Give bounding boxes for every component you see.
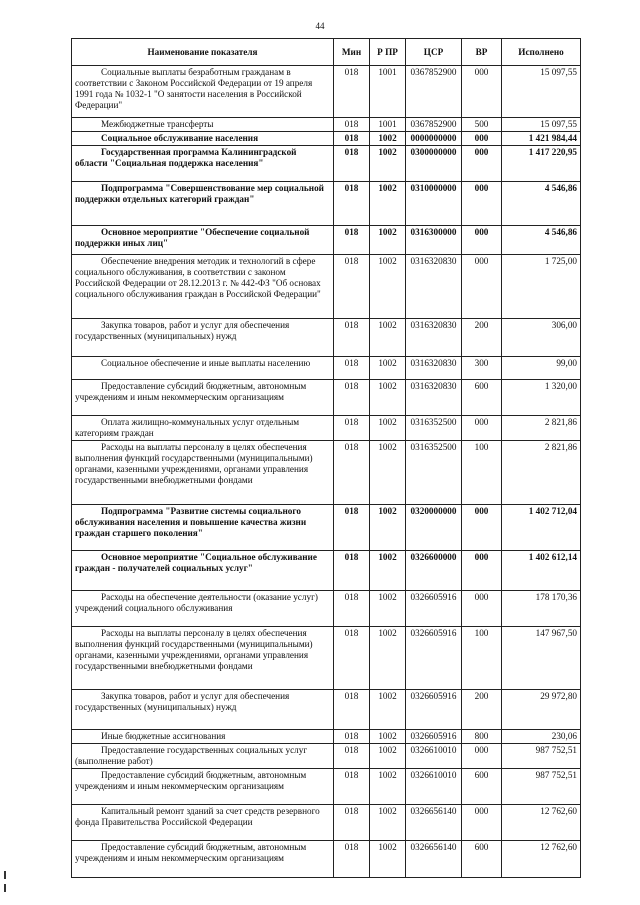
min-cell: 018 [334,182,370,226]
vr-cell: 000 [462,226,502,255]
vr-cell: 000 [462,805,502,841]
table-row [72,441,581,505]
indicator-name: Иные бюджетные ассигнования [101,731,226,741]
indicator-name: Обеспечение внедрения методик и технологий в сфере социального обслуживания, в соответствии с законом Российской Федерации от 28.12.2013 г. № 442-ФЗ "Об основах социального обслуживания граждан в Российской Федерации" [75,256,321,299]
table-row [72,744,581,769]
name-cell [72,357,334,380]
table-row [72,226,581,255]
amount-cell: 15 097,55 [502,118,581,132]
amount-cell: 2 821,86 [502,441,581,505]
indicator-name: Расходы на выплаты персоналу в целях обеспечения выполнения функций государственными (муниципальными) органами, казенными учреждениями, органами управления государственными внебюджетными фондами [75,442,313,485]
amount-cell: 29 972,80 [502,690,581,730]
amount-cell: 4 546,86 [502,182,581,226]
rpr-cell: 1002 [370,744,406,769]
vr-cell: 000 [462,132,502,146]
rpr-cell: 1002 [370,226,406,255]
vr-cell: 600 [462,769,502,805]
min-cell: 018 [334,255,370,319]
min-cell: 018 [334,805,370,841]
rpr-cell: 1002 [370,132,406,146]
min-cell: 018 [334,357,370,380]
vr-cell: 800 [462,730,502,744]
header-vr: ВР [462,39,502,66]
rpr-cell: 1002 [370,805,406,841]
name-cell [72,744,334,769]
min-cell: 018 [334,769,370,805]
amount-cell: 4 546,86 [502,226,581,255]
vr-cell: 000 [462,146,502,182]
min-cell: 018 [334,841,370,878]
rpr-cell: 1002 [370,357,406,380]
min-cell: 018 [334,118,370,132]
rpr-cell: 1002 [370,319,406,357]
name-cell [72,591,334,627]
vr-cell: 000 [462,591,502,627]
vr-cell: 300 [462,357,502,380]
header-csr: ЦСР [406,39,462,66]
rpr-cell: 1001 [370,66,406,118]
indicator-name: Расходы на обеспечение деятельности (оказание услуг) учреждений социального обслуживания [75,592,318,613]
csr-cell: 0316320830 [406,319,462,357]
name-cell [72,118,334,132]
table-row [72,505,581,551]
header-done: Исполнено [502,39,581,66]
rpr-cell: 1002 [370,255,406,319]
csr-cell: 0326605916 [406,690,462,730]
indicator-name: Социальное обслуживание населения [101,133,259,143]
table-row [72,182,581,226]
table-row [72,841,581,878]
table-row [72,627,581,690]
vr-cell: 600 [462,380,502,416]
min-cell: 018 [334,505,370,551]
csr-cell: 0316352500 [406,441,462,505]
csr-cell: 0320000000 [406,505,462,551]
indicator-name: Предоставление субсидий бюджетным, автономным учреждениям и иным некоммерческим организациям [75,842,307,863]
table-row [72,591,581,627]
name-cell [72,505,334,551]
scan-edge-mark [4,884,6,892]
csr-cell: 0316352500 [406,416,462,441]
vr-cell: 000 [462,255,502,319]
name-cell [72,66,334,118]
rpr-cell: 1002 [370,841,406,878]
table-row [72,380,581,416]
csr-cell: 0326605916 [406,591,462,627]
rpr-cell: 1002 [370,627,406,690]
name-cell [72,769,334,805]
amount-cell: 178 170,36 [502,591,581,627]
csr-cell: 0316320830 [406,357,462,380]
indicator-name: Государственная программа Калининградской области "Социальная поддержка населения" [75,147,297,168]
vr-cell: 100 [462,627,502,690]
table-header-row [72,39,581,66]
header-min: Мин [334,39,370,66]
csr-cell: 0326605916 [406,627,462,690]
vr-cell: 000 [462,551,502,591]
min-cell: 018 [334,627,370,690]
indicator-name: Основное мероприятие "Социальное обслуживание граждан - получателей социальных услуг" [75,552,317,573]
name-cell [72,380,334,416]
csr-cell: 0316300000 [406,226,462,255]
vr-cell: 000 [462,182,502,226]
name-cell [72,841,334,878]
csr-cell: 0326610010 [406,744,462,769]
rpr-cell: 1002 [370,505,406,551]
table-row [72,319,581,357]
min-cell: 018 [334,591,370,627]
rpr-cell: 1001 [370,118,406,132]
csr-cell: 0367852900 [406,66,462,118]
csr-cell: 0326656140 [406,841,462,878]
rpr-cell: 1002 [370,146,406,182]
csr-cell: 0300000000 [406,146,462,182]
amount-cell: 230,06 [502,730,581,744]
min-cell: 018 [334,380,370,416]
min-cell: 018 [334,226,370,255]
name-cell [72,226,334,255]
rpr-cell: 1002 [370,551,406,591]
vr-cell: 200 [462,690,502,730]
indicator-name: Предоставление субсидий бюджетным, автономным учреждениям и иным некоммерческим организациям [75,381,307,402]
indicator-name: Оплата жилищно-коммунальных услуг отдельным категориям граждан [75,417,300,438]
indicator-name: Предоставление субсидий бюджетным, автономным учреждениям и иным некоммерческим организациям [75,770,307,791]
amount-cell: 12 762,60 [502,841,581,878]
name-cell [72,551,334,591]
rpr-cell: 1002 [370,416,406,441]
vr-cell: 500 [462,118,502,132]
table-row [72,118,581,132]
rpr-cell: 1002 [370,769,406,805]
indicator-name: Предоставление государственных социальных услуг (выполнение работ) [75,745,308,766]
amount-cell: 1 402 612,14 [502,551,581,591]
table-row [72,255,581,319]
csr-cell: 0367852900 [406,118,462,132]
min-cell: 018 [334,730,370,744]
amount-cell: 1 320,00 [502,380,581,416]
indicator-name: Закупка товаров, работ и услуг для обеспечения государственных (муниципальных) нужд [75,320,290,341]
table-row [72,730,581,744]
min-cell: 018 [334,66,370,118]
table-row [72,769,581,805]
vr-cell: 000 [462,416,502,441]
min-cell: 018 [334,744,370,769]
indicator-name: Подпрограмма "Развитие системы социального обслуживания населения и повышение качества жизни граждан старшего поколения" [75,506,307,538]
table-row [72,805,581,841]
min-cell: 018 [334,319,370,357]
rpr-cell: 1002 [370,441,406,505]
vr-cell: 600 [462,841,502,878]
amount-cell: 987 752,51 [502,744,581,769]
rpr-cell: 1002 [370,730,406,744]
indicator-name: Социальное обеспечение и иные выплаты населению [101,358,311,368]
indicator-name: Капитальный ремонт зданий за счет средств резервного фонда Правительства Российской Федерации [75,806,320,827]
table-row [72,146,581,182]
min-cell: 018 [334,416,370,441]
table-body [72,66,581,878]
indicator-name: Основное мероприятие "Обеспечение социальной поддержки иных лиц" [75,227,310,248]
table-row [72,551,581,591]
table-row [72,66,581,118]
name-cell [72,132,334,146]
indicator-name: Закупка товаров, работ и услуг для обеспечения государственных (муниципальных) нужд [75,691,290,712]
amount-cell: 1 421 984,44 [502,132,581,146]
min-cell: 018 [334,441,370,505]
table-row [72,690,581,730]
table-row [72,357,581,380]
vr-cell: 100 [462,441,502,505]
vr-cell: 000 [462,505,502,551]
name-cell [72,690,334,730]
name-cell [72,805,334,841]
budget-table [71,38,581,878]
csr-cell: 0326605916 [406,730,462,744]
vr-cell: 000 [462,744,502,769]
amount-cell: 12 762,60 [502,805,581,841]
indicator-name: Межбюджетные трансферты [101,119,214,129]
table-row [72,416,581,441]
amount-cell: 2 821,86 [502,416,581,441]
scan-edge-mark [4,871,6,879]
amount-cell: 99,00 [502,357,581,380]
rpr-cell: 1002 [370,182,406,226]
vr-cell: 200 [462,319,502,357]
name-cell [72,416,334,441]
name-cell [72,730,334,744]
name-cell [72,627,334,690]
csr-cell: 0326600000 [406,551,462,591]
name-cell [72,441,334,505]
indicator-name: Подпрограмма "Совершенствование мер социальной поддержки отдельных категорий граждан" [75,183,324,204]
csr-cell: 0310000000 [406,182,462,226]
indicator-name: Социальные выплаты безработным гражданам в соответствии с Законом Российской Федерации от 19 апреля 1991 года № 1032-1 "О занятости населения в Российской Федерации" [75,67,313,110]
page-number: 44 [315,21,325,31]
csr-cell: 0000000000 [406,132,462,146]
table-row [72,132,581,146]
name-cell [72,319,334,357]
min-cell: 018 [334,690,370,730]
min-cell: 018 [334,146,370,182]
amount-cell: 15 097,55 [502,66,581,118]
amount-cell: 987 752,51 [502,769,581,805]
min-cell: 018 [334,551,370,591]
csr-cell: 0326610010 [406,769,462,805]
min-cell: 018 [334,132,370,146]
amount-cell: 1 402 712,04 [502,505,581,551]
rpr-cell: 1002 [370,380,406,416]
amount-cell: 1 725,00 [502,255,581,319]
name-cell [72,146,334,182]
vr-cell: 000 [462,66,502,118]
csr-cell: 0316320830 [406,380,462,416]
header-rpr: Р ПР [370,39,406,66]
name-cell [72,255,334,319]
csr-cell: 0316320830 [406,255,462,319]
rpr-cell: 1002 [370,690,406,730]
name-cell [72,182,334,226]
csr-cell: 0326656140 [406,805,462,841]
indicator-name: Расходы на выплаты персоналу в целях обеспечения выполнения функций государственными (муниципальными) органами, казенными учреждениями, органами управления государственными внебюджетными фондами [75,628,313,671]
rpr-cell: 1002 [370,591,406,627]
amount-cell: 1 417 220,95 [502,146,581,182]
amount-cell: 147 967,50 [502,627,581,690]
amount-cell: 306,00 [502,319,581,357]
header-name: Наименование показателя [72,39,334,66]
